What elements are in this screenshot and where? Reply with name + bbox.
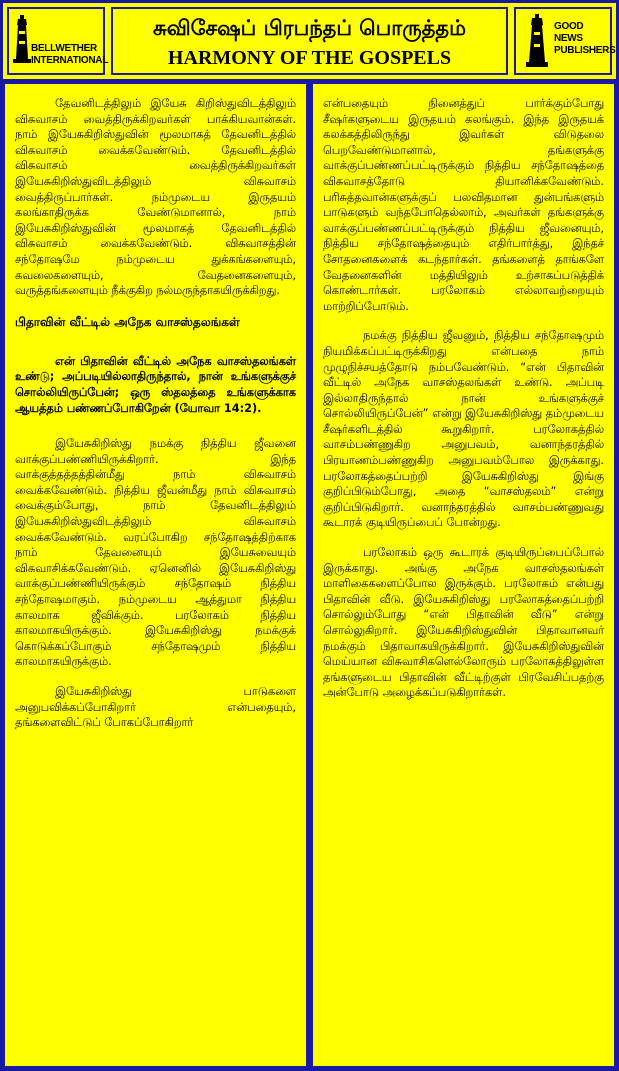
paragraph: என்பதையும் நினைத்துப் பார்க்கும்போது சீஷர்களுடைய இருதயம் கலங்கும். இந்த இருதயக் கலக்கத்திலிருந்து இவர்கள் விடுதலை பெறவேண்டுமானால், தங்களுக்கு வாக்குப்பண்ணப்பட்டிருக்கும் நித்திய சந்தோஷத்தை விசுவாசத்தோடு தியானிக்கவேண்டும். பரிசுத்தவான்களுக்குப் பலவிதமான துன்பங்களும் பாடுகளும் வந்தபோதெல்லாம், அவர்கள் தங்களுக்கு வாக்குப்பண்ணப்பட்டிருக்கும் நித்திய ஜீவனையும், நித்திய சந்தோஷத்தையும் எதிர்பார்த்து, இந்தச் சோதனைகளைக் கடந்தார்கள். தங்களைத் தாங்களே வேதனைகளின் மத்தியிலும் உற்சாகப்படுத்திக் கொண்டார்கள். பரலோகம் எல்லாவற்றையும் மாற்றிப்போடும். bbox=[323, 97, 604, 313]
paragraph: நமக்கு நித்திய ஜீவனும், நித்திய சந்தோஷமும் நியமிக்கப்பட்டிருக்கிறது என்பதை நாம் முழுநிச்சயத்தோடு நம்பவேண்டும். “என் பிதாவின் வீட்டில் அநேக வாசஸ்தலங்கள் உண்டு. அப்படி இல்லாதிருந்தால் நான் உங்களுக்குச் சொல்லியிருப்பேன்” என்று இயேசுகிறிஸ்து தம்முடைய சீஷர்களிடத்தில் கூறுகிறார். பரலோகத்தில் வாசம்பண்ணுகிற அனுபவம், வனாந்தரத்தில் பிரயாணம்பண்ணுகிற அனுபவம்போல இருக்காது. பரலோகத்தைப்பற்றி இயேசுகிறிஸ்து இங்கு குறிப்பிடும்போது, அதை “வாசஸ்தலம்” என்று குறிப்பிடுகிறார். வனாந்தரத்தில் வாசம்பண்ணுவது கூடாரக் குடியிருப்பைப் போன்றது. bbox=[323, 329, 604, 530]
paragraph: தேவனிடத்திலும் இயேசு கிறிஸ்துவிடத்திலும் விசுவாசம் வைத்திருக்கிறவர்கள் பாக்கியவான்கள். நாம் இயேசுகிறிஸ்துவின் மூலமாகத் தேவனிடத்தில் விசுவாசம் வைக்கவேண்டும். தேவனிடத்தில் விசுவாசம் வைத்திருக்கிறவர்கள் இயேசுகிறிஸ்துவிடத்திலும் விசுவாசம் வைத்திருப்பார்கள். நம்முடைய இருதயம் கலங்காதிருக்க வேண்டுமானால், நாம் இயேசுகிறிஸ்துவின் மூலமாகத் தேவனிடத்தில் விசுவாசம் வைக்கவேண்டும். விசுவாசத்தின் சந்தோஷமே நம்முடைய துக்கங்களையும், கவலைகளையும், வேதனைகளையும், வருத்தங்களையும் நீக்குகிற நல்மருந்தாகயிருக்கிறது. bbox=[15, 97, 296, 298]
paragraph: இயேசுகிறிஸ்து பாடுகளை அனுபவிக்கப்போகிறார் என்பதையும், தங்களைவிட்டுப் போகப்போகிறார் bbox=[15, 685, 296, 730]
header-bar bbox=[3, 3, 616, 79]
paragraph: பரலோகம் ஒரு கூடாரக் குடியிருப்பைப்போல் இருக்காது. அங்கு அநேக வாசஸ்தலங்கள் மாளிகைகளைப்போல இருக்கும். பரலோகம் என்பது பிதாவின் வீடு. இயேசுகிறிஸ்து பரலோகத்தைப்பற்றி சொல்லும்போது “என் பிதாவின் வீடு” என்று சொல்லுகிறார். இயேசுகிறிஸ்துவின் பிதாவானவர் நமக்கும் பிதாவாகயிருக்கிறார். இயேசுகிறிஸ்துவின் மெய்யான விசுவாசிகளெல்லோரும் பரலோகத்திலுள்ள தங்களுடைய பிதாவின் வீட்டிற்குள் பிரவேசிப்பதற்கு அன்போடு அழைக்கப்படுகிறார்கள். bbox=[323, 546, 604, 700]
bellwether-logo-text: BELLWETHER INTERNATIONAL bbox=[31, 43, 109, 66]
title-box bbox=[111, 7, 508, 75]
section-heading: பிதாவின் வீட்டில் அநேக வாசஸ்தலங்கள் bbox=[15, 314, 240, 329]
bellwether-logo bbox=[7, 7, 109, 75]
scripture-quote: என் பிதாவின் வீட்டில் அநேக வாசஸ்தலங்கள் உண்டு; அப்படியில்லாதிருந்தால், நான் உங்களுக்குச் சொல்லியிருப்பேன்; ஒரு ஸ்தலத்தை உங்களுக்காக ஆயத்தம் பண்ணப்போகிறேன் (யோவா 14:2). bbox=[15, 354, 296, 415]
good-news-logo bbox=[514, 7, 616, 75]
left-column bbox=[3, 82, 308, 1068]
paragraph: இயேசுகிறிஸ்து நமக்கு நித்திய ஜீவனை வாக்குப்பண்ணியிருக்கிறார். இந்த வாக்குத்தத்தத்தின்மீது நாம் விசுவாசம் வைக்கவேண்டும். நித்திய ஜீவன்மீது நாம் விசுவாசம் வைக்கும்போது, நாம் தேவனிடத்திலும் இயேசுகிறிஸ்துவிடத்திலும் விசுவாசம் வைக்கவேண்டும். வரப்போகிற சந்தோஷத்திற்காக நாம் தேவனையும் இயேசுவையும் விசுவாசிக்கவேண்டும். ஏனெனில் இயேசுகிறிஸ்து வாக்குப்பண்ணியிருக்கும் சந்தோஷம் நித்திய சந்தோஷமாகும். நம்முடைய ஆத்துமா நித்திய காலமாக ஜீவிக்கும். பரலோகம் நித்திய காலமாகயிருக்கும். இயேசுகிறிஸ்து நமக்குக் கொடுக்கப்போகும் சந்தோஷமும் நித்திய காலமாகயிருக்கும். bbox=[15, 437, 296, 669]
title-tamil: சுவிசேஷப் பிரபந்தப் பொருத்தம் bbox=[153, 16, 466, 40]
lighthouse-icon bbox=[524, 14, 550, 70]
right-column bbox=[311, 82, 616, 1068]
title-english: HARMONY OF THE GOSPELS bbox=[167, 47, 452, 69]
good-news-logo-text: GOOD NEWS PUBLISHERS bbox=[554, 21, 616, 56]
lighthouse-icon bbox=[12, 15, 32, 67]
